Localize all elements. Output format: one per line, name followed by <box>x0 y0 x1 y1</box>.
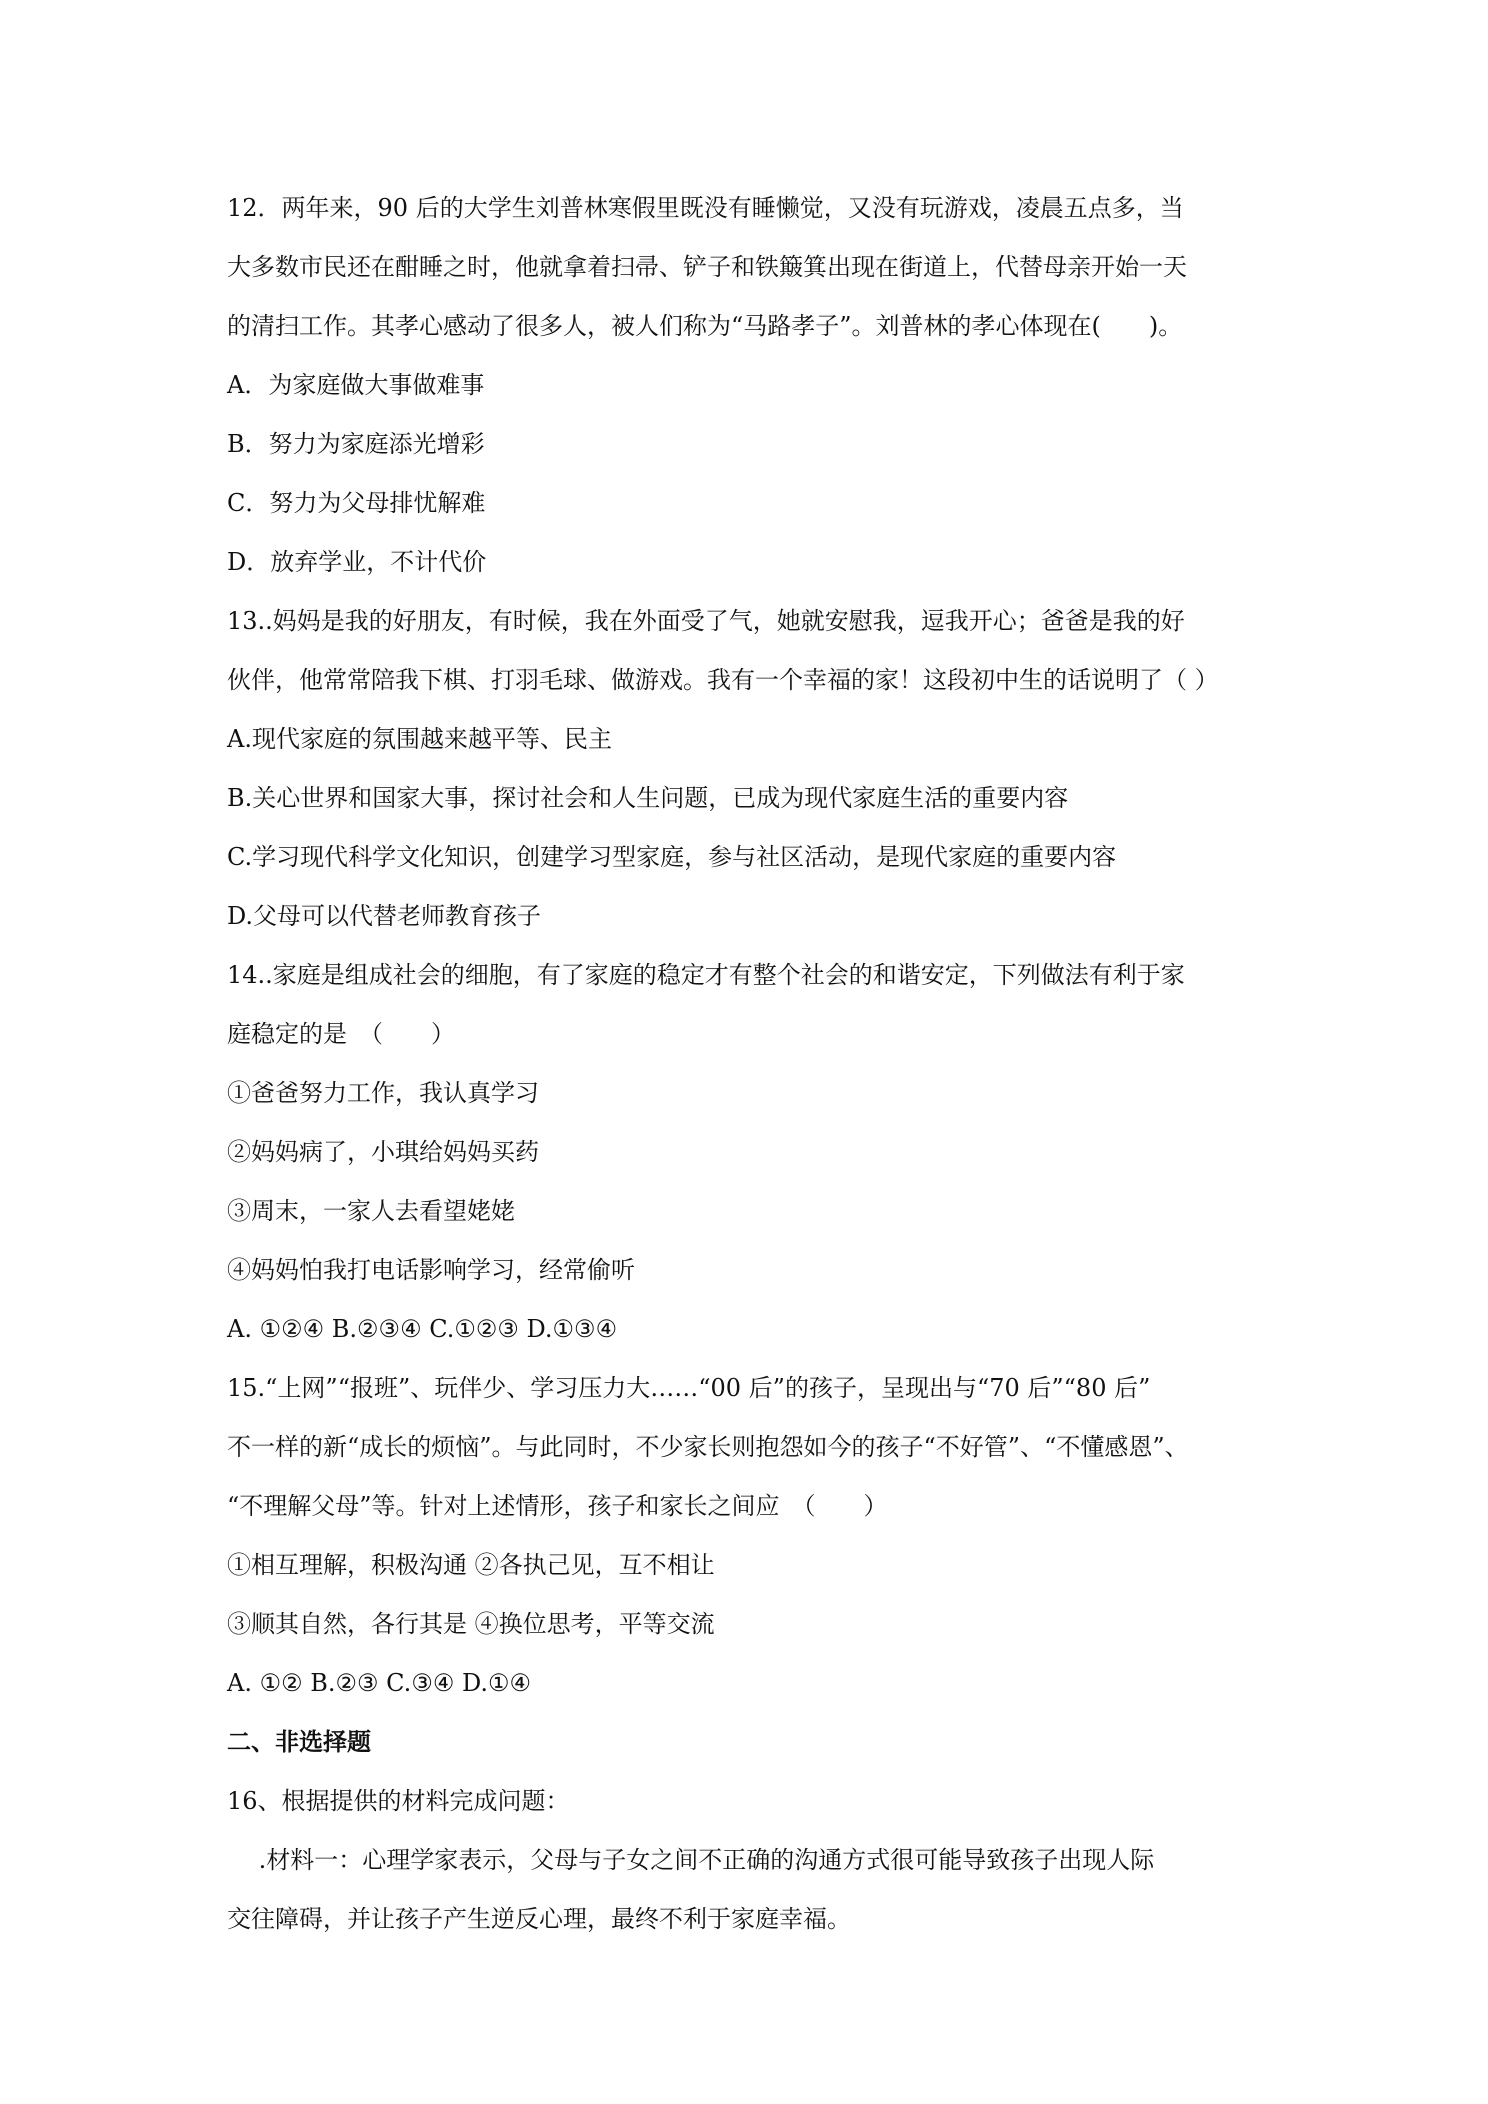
q13-option-a: A.现代家庭的氛围越来越平等、民主 <box>227 725 612 753</box>
q15-answer-options: A. ①② B.②③ C.③④ D.①④ <box>227 1669 532 1697</box>
q16-stem: 16、根据提供的材料完成问题： <box>227 1787 570 1815</box>
q13-stem-line-1: 13..妈妈是我的好朋友，有时候，我在外面受了气，她就安慰我，逗我开心；爸爸是我的好 <box>227 607 1185 635</box>
q13-option-d: D.父母可以代替老师教育孩子 <box>227 902 542 930</box>
q12-option-a: A．为家庭做大事做难事 <box>227 371 485 399</box>
q12-option-d: D．放弃学业，不计代价 <box>227 548 487 576</box>
q14-item-2: ②妈妈病了，小琪给妈妈买药 <box>227 1138 539 1166</box>
q15-stem-line-3: “不理解父母”等。针对上述情形，孩子和家长之间应 （ ） <box>227 1492 888 1520</box>
q15-stem-line-2: 不一样的新“成长的烦恼”。与此同时，不少家长则抱怨如今的孩子“不好管”、“不懂感恩”、 <box>227 1433 1189 1461</box>
q12-option-b: B．努力为家庭添光增彩 <box>227 430 485 458</box>
q13-stem-line-2: 伙伴，他常常陪我下棋、打羽毛球、做游戏。我有一个幸福的家！这段初中生的话说明了（ ） <box>227 666 1219 694</box>
q13-option-c: C.学习现代科学文化知识，创建学习型家庭，参与社区活动，是现代家庭的重要内容 <box>227 843 1117 871</box>
q14-item-1: ①爸爸努力工作，我认真学习 <box>227 1079 539 1107</box>
q16-material-line-2: 交往障碍，并让孩子产生逆反心理，最终不利于家庭幸福。 <box>227 1905 851 1933</box>
q12-option-c: C．努力为父母排忧解难 <box>227 489 486 517</box>
q15-item-1-2: ①相互理解，积极沟通 ②各执己见，互不相让 <box>227 1551 715 1579</box>
q14-item-3: ③周末，一家人去看望姥姥 <box>227 1197 515 1225</box>
q13-option-b: B.关心世界和国家大事，探讨社会和人生问题，已成为现代家庭生活的重要内容 <box>227 784 1069 812</box>
q12-stem-line-2: 大多数市民还在酣睡之时，他就拿着扫帚、铲子和铁簸箕出现在街道上，代替母亲开始一天 <box>227 253 1187 281</box>
q15-item-3-4: ③顺其自然，各行其是 ④换位思考，平等交流 <box>227 1610 715 1638</box>
section-heading: 二、非选择题 <box>227 1727 371 1756</box>
q12-stem-line-1: 12．两年来，90 后的大学生刘普林寒假里既没有睡懒觉，又没有玩游戏，凌晨五点多，当 <box>227 194 1184 222</box>
q14-answer-options: A. ①②④ B.②③④ C.①②③ D.①③④ <box>227 1315 618 1343</box>
q14-item-4: ④妈妈怕我打电话影响学习，经常偷听 <box>227 1256 635 1284</box>
q14-stem-line-2: 庭稳定的是 （ ） <box>227 1020 455 1048</box>
q16-material-line-1: .材料一：心理学家表示，父母与子女之间不正确的沟通方式很可能导致孩子出现人际 <box>227 1846 1155 1874</box>
q12-stem-line-3: 的清扫工作。其孝心感动了很多人，被人们称为“马路孝子”。刘普林的孝心体现在( )。 <box>227 312 1183 340</box>
q14-stem-line-1: 14..家庭是组成社会的细胞，有了家庭的稳定才有整个社会的和谐安定，下列做法有利于家 <box>227 961 1185 989</box>
q15-stem-line-1: 15.“上网”“报班”、玩伴少、学习压力大……“00 后”的孩子，呈现出与“70 后”“80 后” <box>227 1374 1151 1402</box>
